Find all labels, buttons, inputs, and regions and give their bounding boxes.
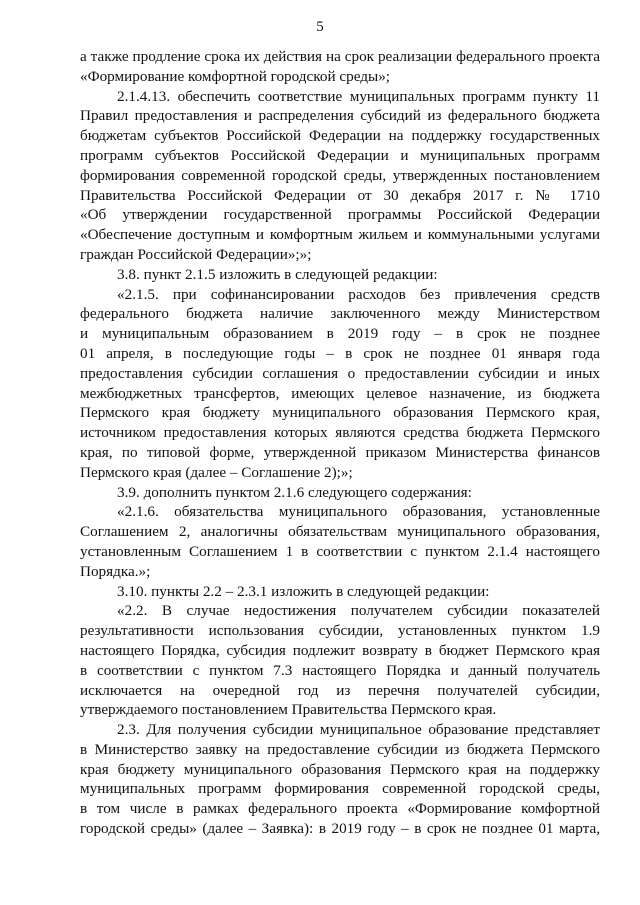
text-line: «2.1.5. при софинансировании расходов без привлечения средств	[117, 285, 600, 303]
text-line: края бюджету муниципального образования Пермского края на поддержку	[80, 760, 600, 778]
text-line: 3.10. пункты 2.2 – 2.3.1 изложить в следующей редакции:	[117, 582, 490, 600]
text-line: «Об утверждении государственной программы Российской Федерации	[80, 206, 600, 224]
text-line: исключается на очередной год из перечня получателей субсидии,	[80, 681, 600, 699]
text-line: 2.3. Для получения субсидии муниципальное образование представляет	[117, 721, 600, 739]
text-line: 3.9. дополнить пунктом 2.1.6 следующего содержания:	[117, 483, 472, 501]
text-line: а также продление срока их действия на срок реализации федерального проекта	[80, 48, 600, 65]
text-line: утверждаемого постановлением Правительства Пермского края.	[80, 701, 497, 719]
text-line: предоставления субсидии соглашения о предоставлении субсидии и иных	[80, 364, 600, 382]
text-line: «2.2. В случае недостижения получателем субсидии показателей	[117, 602, 600, 620]
text-line: «2.1.6. обязательства муниципального образования, установленные	[117, 503, 600, 521]
text-line: Правительства Российской Федерации от 30 декабря 2017 г. № 1710	[80, 186, 600, 204]
text-line: граждан Российской Федерации»;»;	[80, 245, 312, 263]
document-body	[80, 47, 600, 839]
text-line: городской среды» (далее – Заявка): в 2019 году – в срок не позднее 01 марта,	[80, 820, 600, 838]
text-line: в соответствии с пунктом 7.3 настоящего Порядка и данный получатель	[80, 661, 600, 679]
text-line: «Обеспечение доступным и комфортным жильем и коммунальными услугами	[80, 226, 600, 244]
text-line: 01 апреля, в последующие годы – в срок не позднее 01 января года	[80, 344, 600, 362]
text-line: Соглашением 2, аналогичны обязательствам муниципального образования,	[80, 523, 600, 541]
text-line: Пермского края (далее – Соглашение 2);»;	[80, 463, 353, 481]
text-line: Порядка.»;	[80, 562, 151, 580]
text-line: 2.1.4.13. обеспечить соответствие муниципальных программ пункту 11	[117, 87, 600, 105]
text-line: результативности использования субсидии, установленных пунктом 1.9	[80, 622, 600, 640]
text-line: источником предоставления которых являются средства бюджета Пермского	[80, 424, 600, 442]
text-line: федерального бюджета наличие заключенного между Министерством	[80, 305, 600, 323]
text-line: и муниципальным образованием в 2019 году – в срок не позднее	[80, 325, 600, 343]
page-number: 5	[316, 19, 324, 35]
text-line: программ субъектов Российской Федерации и муниципальных программ	[80, 146, 600, 164]
text-line: в том числе в рамках федерального проекта «Формирование комфортной	[80, 800, 600, 818]
text-line: настоящего Порядка, субсидия подлежит возврату в бюджет Пермского края	[80, 641, 600, 659]
text-line: установленным Соглашением 1 в соответствии с пунктом 2.1.4 настоящего	[80, 542, 600, 560]
text-line: бюджетам субъектов Российской Федерации на поддержку государственных	[80, 127, 600, 145]
text-line: формирования современной городской среды, утвержденных постановлением	[80, 166, 600, 184]
text-line: муниципальных программ формирования современной городской среды,	[80, 780, 600, 798]
text-line: 3.8. пункт 2.1.5 изложить в следующей редакции:	[117, 265, 438, 283]
text-line: в Министерство заявку на предоставление субсидии из бюджета Пермского	[80, 740, 600, 758]
text-line: межбюджетных трансфертов, имеющих целевое назначение, из бюджета	[80, 384, 600, 402]
text-line: Пермского края бюджету муниципального образования Пермского края,	[80, 404, 600, 422]
text-line: «Формирование комфортной городской среды»;	[80, 67, 391, 85]
text-line: края, по типовой форме, утвержденной приказом Министерства финансов	[80, 443, 600, 461]
text-line: Правил предоставления и распределения субсидий из федерального бюджета	[80, 107, 600, 125]
